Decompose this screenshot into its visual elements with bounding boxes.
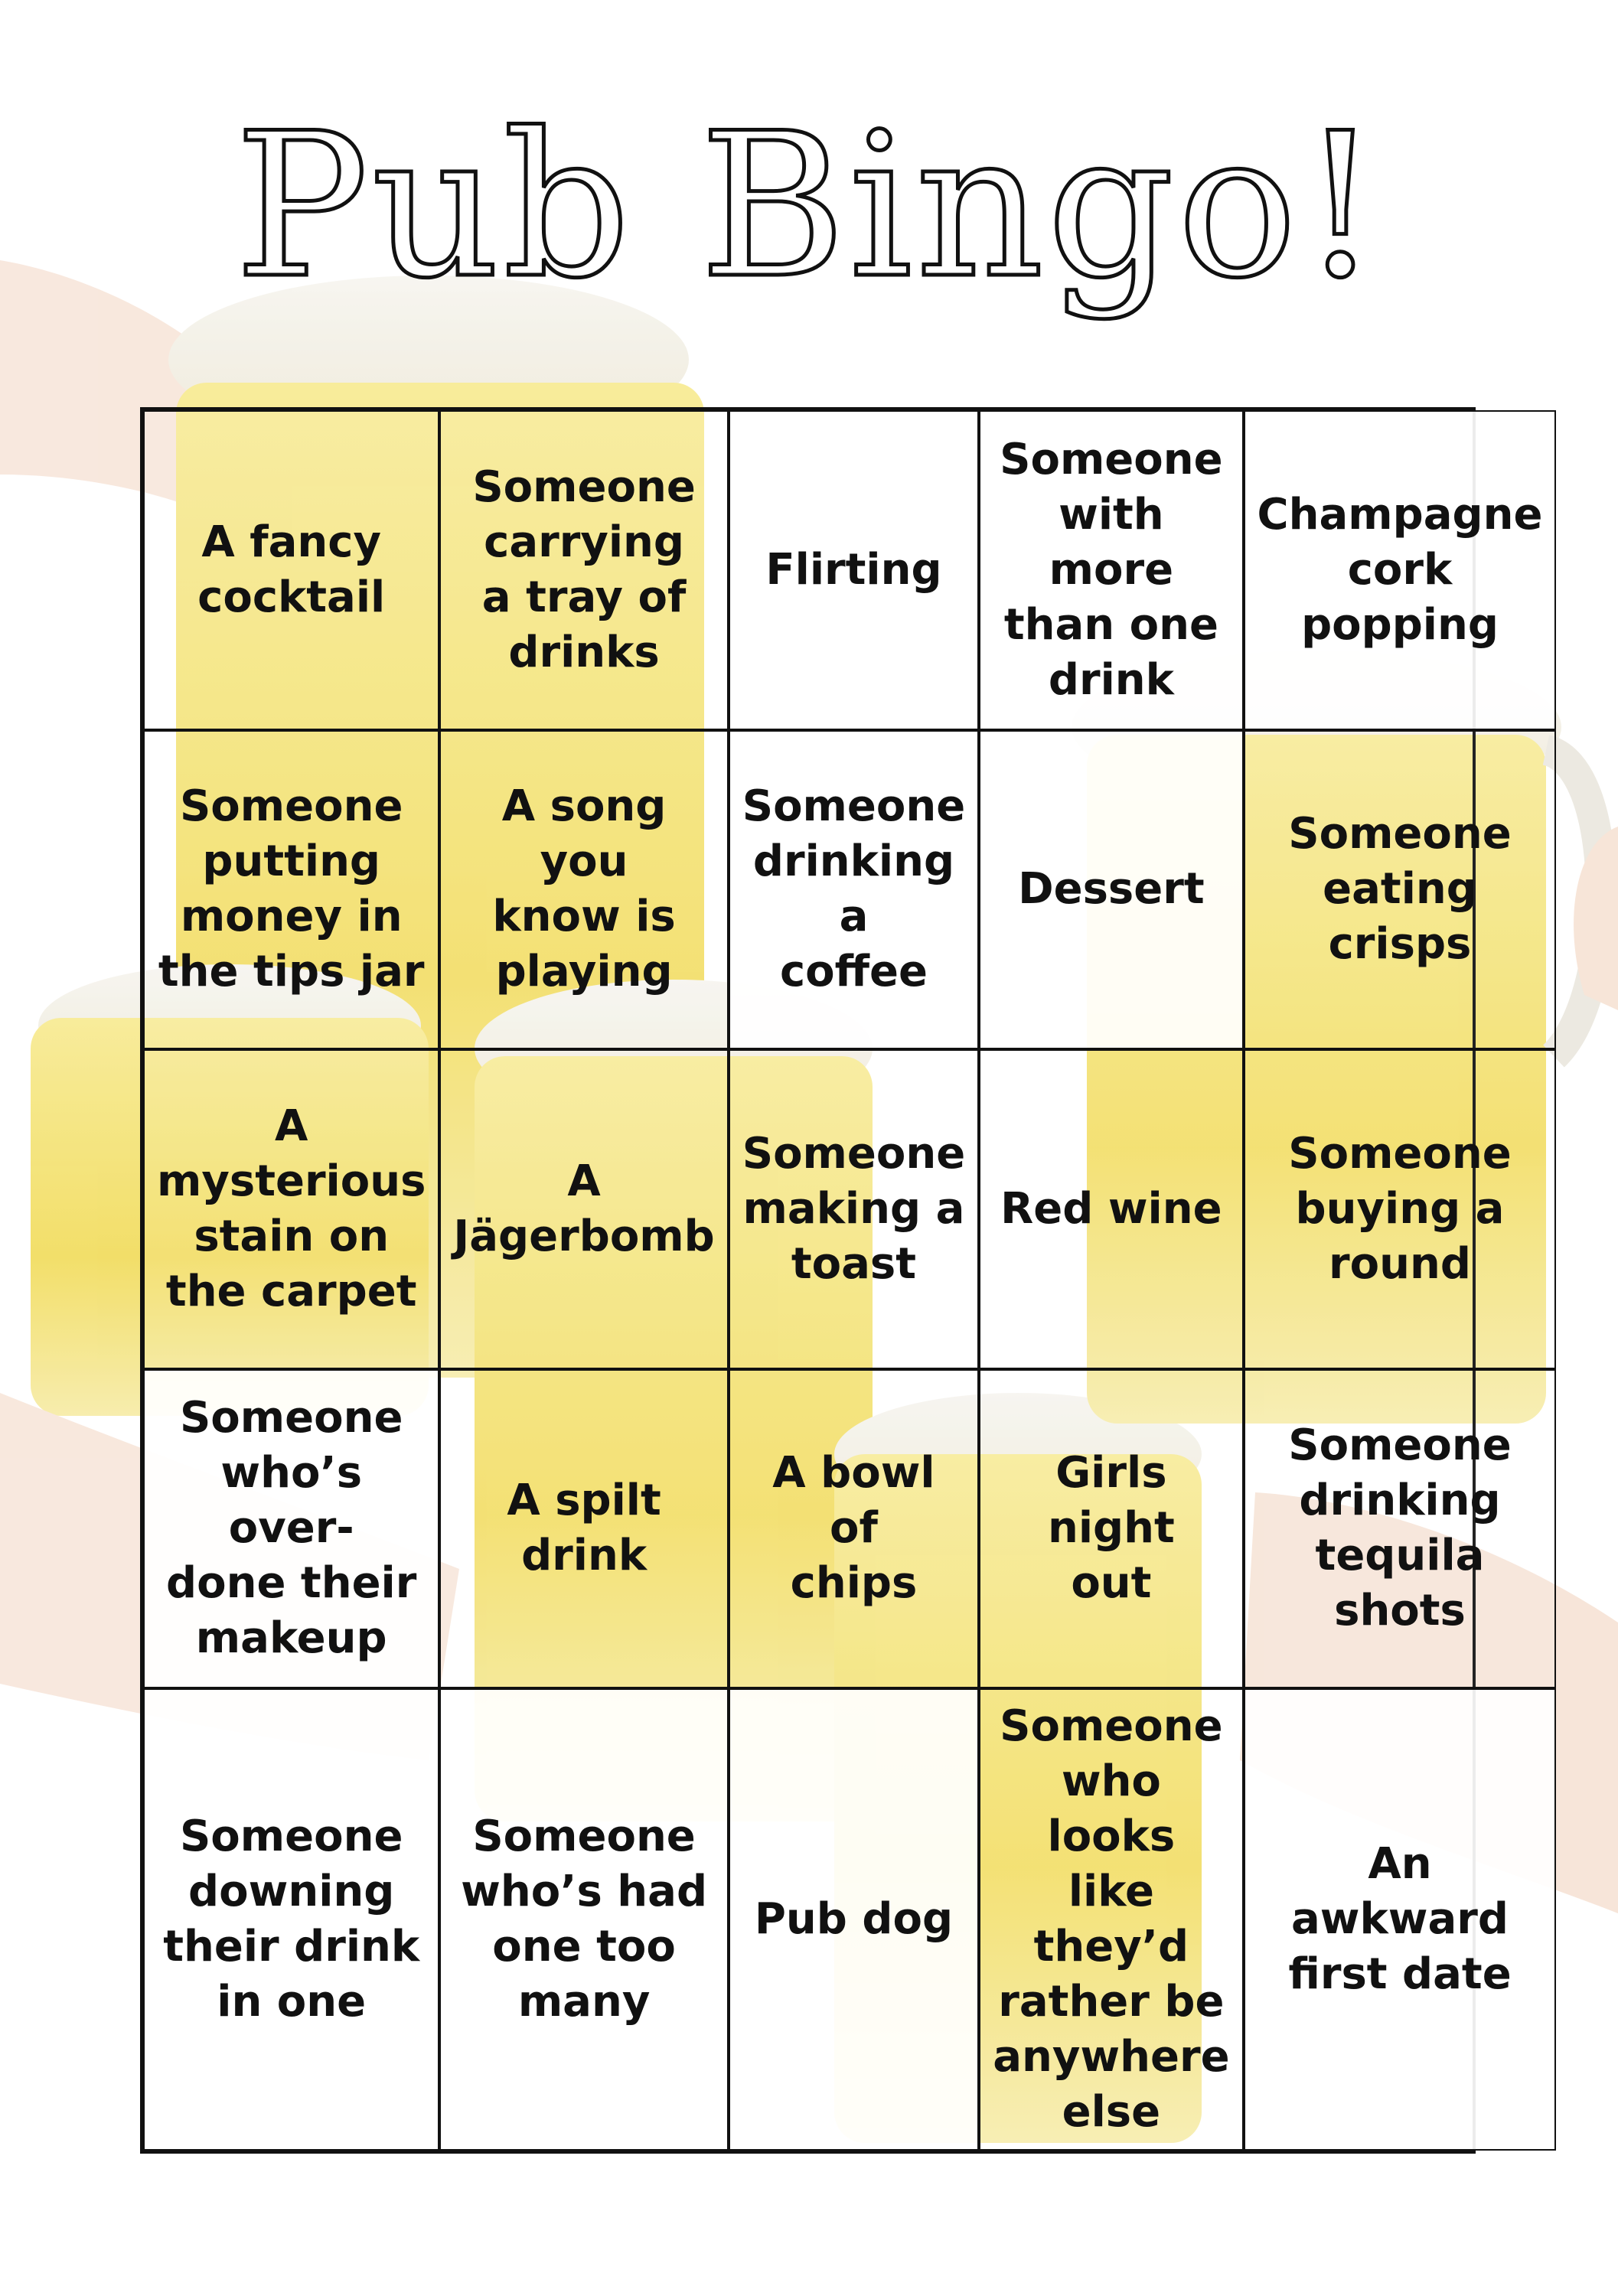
bingo-cell-text: Someone drinking tequila shots (1288, 1420, 1512, 1636)
bingo-cell-text: Someone buying a round (1288, 1128, 1512, 1289)
bingo-cell-text: Someone making a toast (742, 1128, 966, 1289)
bingo-cell-text: A mysterious stain on the carpet (157, 1101, 426, 1316)
bingo-cell[interactable] (439, 410, 728, 730)
bingo-cell[interactable] (143, 1049, 439, 1369)
bingo-cell-text: An awkward first date (1288, 1839, 1512, 1999)
bingo-cell-text: A Jägerbomb (453, 1156, 715, 1261)
bingo-cell-text: A song you know is playing (492, 781, 676, 997)
bingo-cell[interactable] (143, 410, 439, 730)
bingo-cell[interactable] (1244, 730, 1557, 1050)
bingo-cell-text: Champagne cork popping (1257, 489, 1543, 650)
bingo-cell[interactable] (729, 730, 979, 1050)
bingo-cell[interactable] (1244, 1049, 1557, 1369)
bingo-cell-text: Girls night out (1047, 1448, 1175, 1609)
bingo-cell[interactable] (979, 1369, 1243, 1689)
bingo-cell[interactable] (1244, 1688, 1557, 2151)
bingo-cell[interactable] (729, 1688, 979, 2151)
bingo-cell[interactable] (143, 1688, 439, 2151)
bingo-cell-text: Someone drinking a coffee (742, 781, 966, 997)
bingo-cell-text: Red wine (1000, 1183, 1222, 1234)
bingo-cell-text: A fancy cocktail (197, 517, 386, 622)
bingo-cell[interactable] (143, 1369, 439, 1689)
bingo-cell[interactable] (979, 730, 1243, 1050)
bingo-cell-text: A spilt drink (507, 1476, 661, 1581)
bingo-cell-text: Someone who’s had one too many (461, 1812, 708, 2027)
bingo-cell-text: Someone who looks like they’d rather be anywhere else (993, 1701, 1230, 2137)
bingo-cell[interactable] (439, 730, 728, 1050)
bingo-cell[interactable] (729, 1369, 979, 1689)
bingo-cell[interactable] (729, 410, 979, 730)
bingo-cell[interactable] (979, 1049, 1243, 1369)
bingo-cell[interactable] (439, 1049, 728, 1369)
bingo-cell-text: Someone who’s over- done their makeup (166, 1393, 417, 1664)
bingo-cell-text: Someone carrying a tray of drinks (472, 461, 696, 677)
bingo-cell[interactable] (439, 1369, 728, 1689)
bingo-cell[interactable] (979, 410, 1243, 730)
bingo-cell[interactable] (439, 1688, 728, 2151)
bingo-cell-text: Someone putting money in the tips jar (158, 781, 425, 997)
bingo-cell-text: Pub dog (754, 1894, 954, 1944)
bingo-cell-text: Flirting (765, 544, 942, 595)
bingo-cell-text: Someone eating crisps (1288, 809, 1512, 970)
bingo-cell-text: Dessert (1018, 864, 1205, 915)
bingo-cell[interactable] (729, 1049, 979, 1369)
bingo-cell[interactable] (1244, 410, 1557, 730)
bingo-cell[interactable] (1244, 1369, 1557, 1689)
bingo-cell[interactable] (979, 1688, 1243, 2151)
bingo-cell-text: A bowl of chips (772, 1448, 935, 1609)
bingo-grid (140, 407, 1543, 2154)
bingo-cell[interactable] (143, 730, 439, 1050)
page-title: Pub Bingo! (234, 91, 1384, 322)
bingo-cell-text: Someone with more than one drink (1000, 434, 1223, 705)
bingo-cell-text: Someone downing their drink in one (163, 1812, 420, 2027)
